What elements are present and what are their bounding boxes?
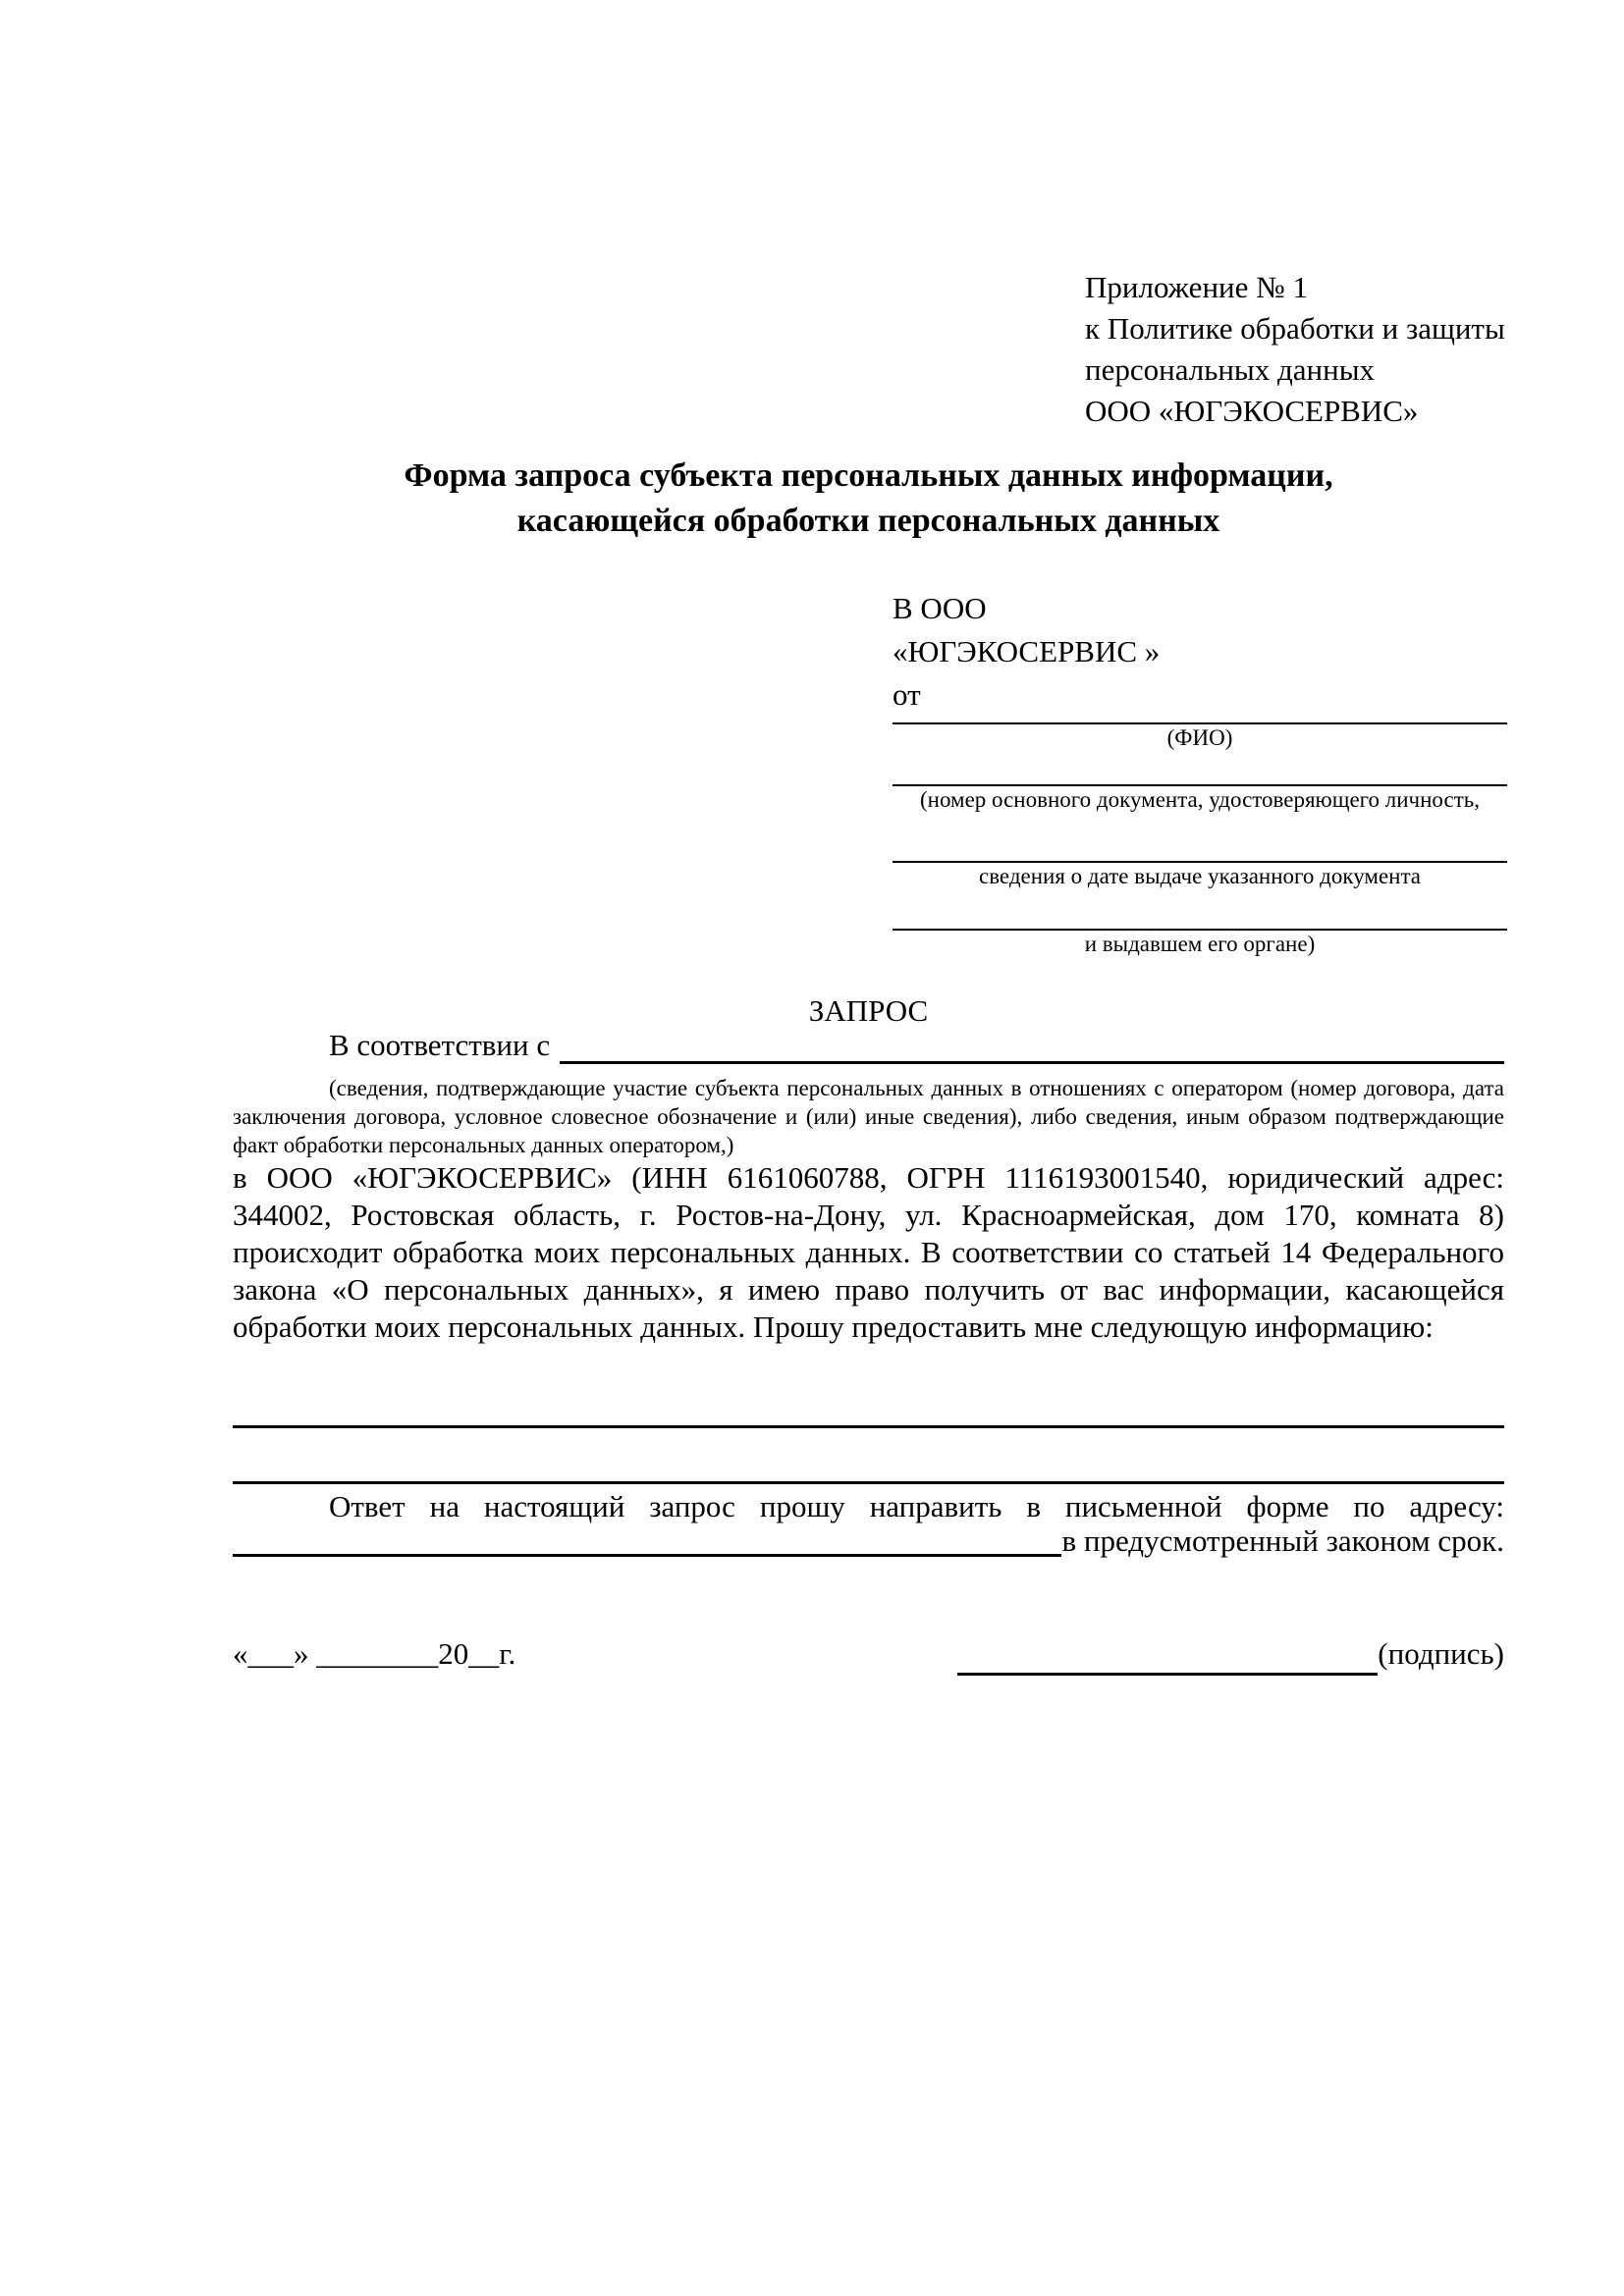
- document-title-line: касающейся обработки персональных данных: [516, 503, 1220, 539]
- signature-caption: (подпись): [1378, 1636, 1504, 1671]
- intro-label: В соответствии с: [329, 1028, 551, 1062]
- annex-line: персональных данных: [1085, 352, 1376, 387]
- document-title: [233, 454, 1504, 544]
- signature-blank-line: [957, 1632, 1378, 1676]
- fio-caption: (ФИО): [1166, 725, 1233, 750]
- request-heading: ЗАПРОС: [808, 993, 929, 1028]
- date-field: «___» ________20__г.: [233, 1636, 516, 1671]
- document-number-caption: (номер основного документа, удостоверяющего личность,: [919, 787, 1480, 812]
- signature-row: [233, 1632, 1504, 1676]
- annex-line: к Политике обработки и защиты: [1085, 311, 1505, 346]
- intro-row: [233, 1027, 1504, 1064]
- issue-date-caption: сведения о дате выдаче указанного документа: [978, 864, 1422, 888]
- footnote-text: (сведения, подтверждающие участие субъекта персональных данных в отношениях с оператором (номер договора, дата заключения договора, условное словесное обозначение и (или) иные сведения), либо сведения, иным образом подтверждающие факт обработки персональных данных оператором,): [233, 1076, 1504, 1157]
- deadline-text: в предусмотренный законом срок.: [1061, 1523, 1504, 1558]
- signature-field: [957, 1632, 1504, 1676]
- annex-line: ООО «ЮГЭКОСЕРВИС»: [1085, 394, 1419, 428]
- annex-header: [1085, 267, 1505, 432]
- info-blank-line-2: [233, 1479, 1504, 1484]
- deadline-row: [233, 1520, 1504, 1557]
- recipient-org-line: «ЮГЭКОСЕРВИС »: [893, 634, 1161, 668]
- recipient-block: [893, 587, 1507, 958]
- document-title-line: Форма запроса субъекта персональных данных информации,: [404, 457, 1333, 494]
- info-blank-line-1: [233, 1423, 1504, 1428]
- intro-blank-line: [560, 1027, 1504, 1064]
- issuing-authority-caption: и выдавшем его органе): [1084, 932, 1316, 956]
- annex-line: Приложение № 1: [1085, 270, 1308, 304]
- address-blank-line: [233, 1520, 1061, 1557]
- recipient-from-label: от: [893, 677, 921, 712]
- recipient-org-line: В ООО: [893, 591, 987, 625]
- body-paragraph: в ООО «ЮГЭКОСЕРВИС» (ИНН 6161060788, ОГРН 1116193001540, юридический адрес: 344002, Ростовская область, г. Ростов-на-Дону, ул. Красноармейская, дом 170, комната 8) происходит обработка моих персональных данных. В соответствии со статьей 14 Федерального закона «О персональных данных», я имею право получить от вас информации, касающейся обработки моих персональных данных. Прошу предоставить мне следующую информацию:: [233, 1160, 1504, 1344]
- answer-paragraph: Ответ на настоящий запрос прошу направить в письменной форме по адресу:: [329, 1489, 1504, 1523]
